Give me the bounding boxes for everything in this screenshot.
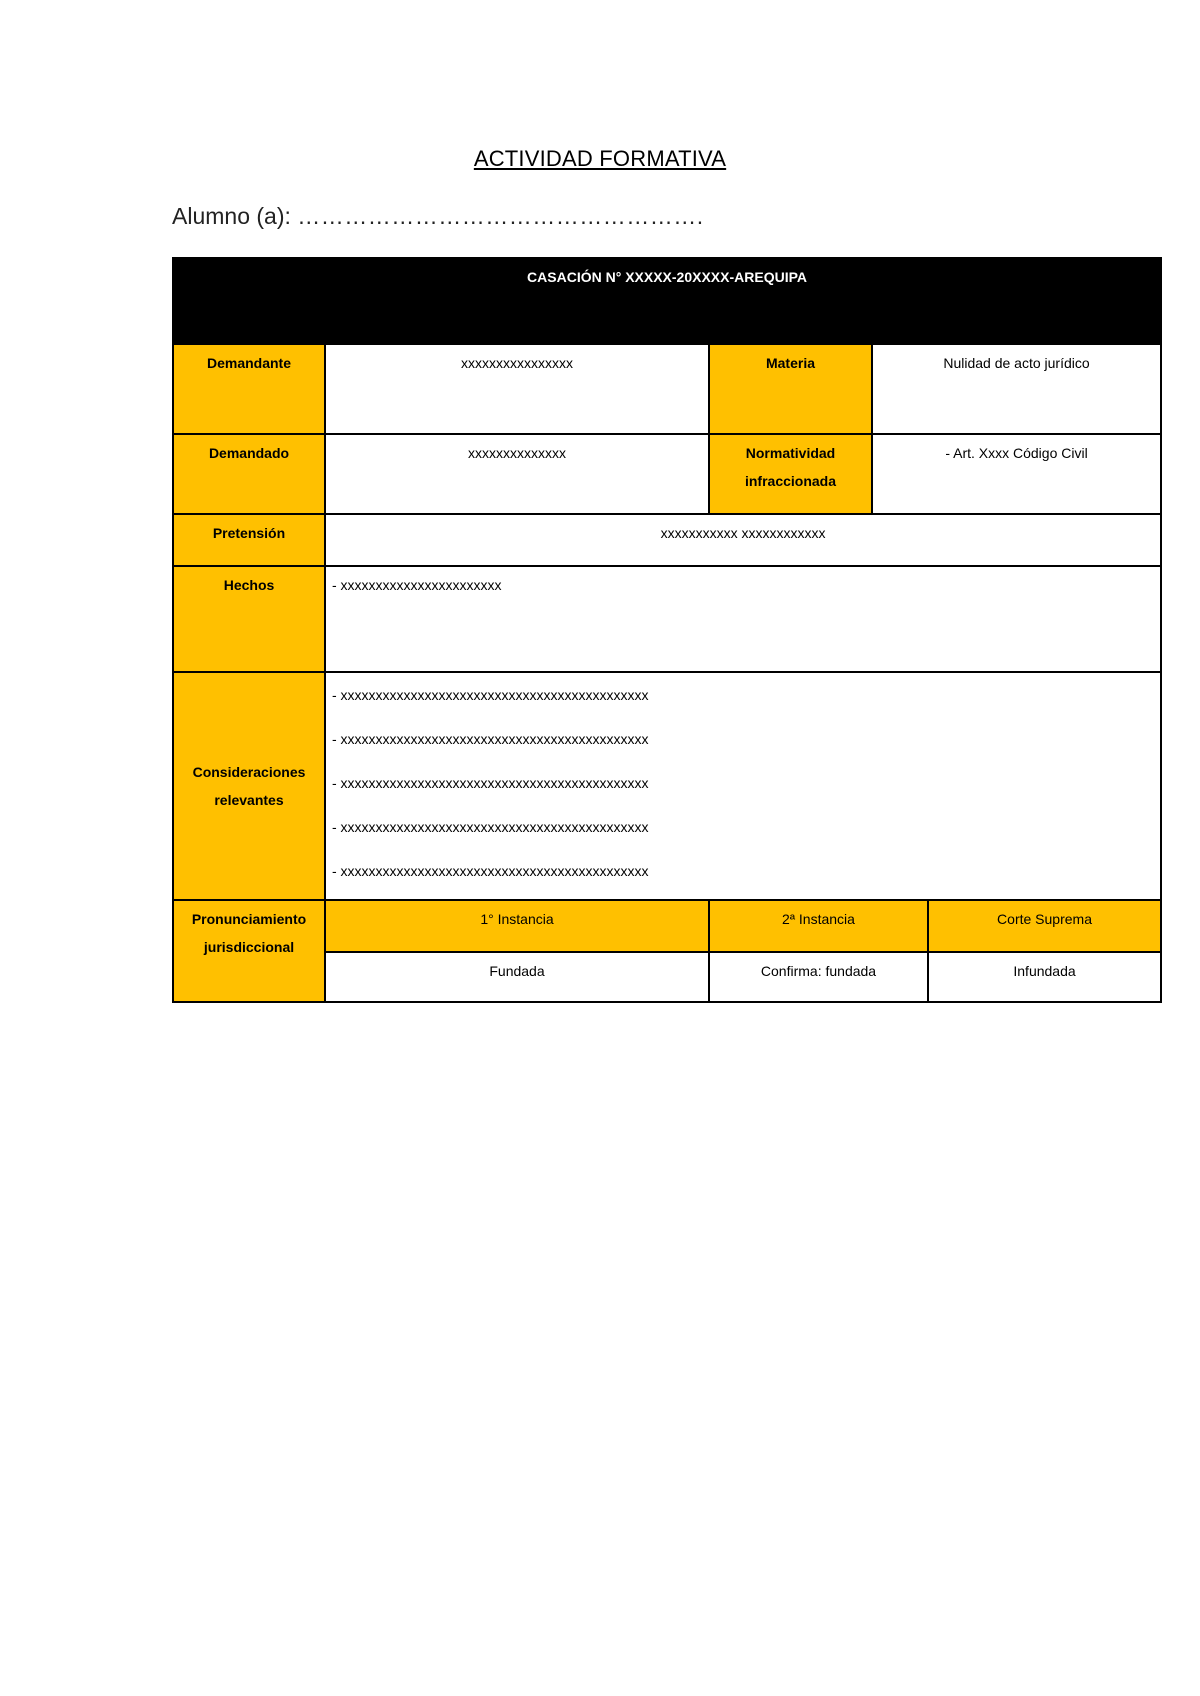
- consideraciones-item: - xxxxxxxxxxxxxxxxxxxxxxxxxxxxxxxxxxxxxxxxxxxx: [332, 687, 649, 703]
- corte-suprema-label: Corte Suprema: [928, 900, 1161, 952]
- instancia2-value: Confirma: fundada: [709, 952, 928, 1002]
- page-title: ACTIVIDAD FORMATIVA: [473, 146, 727, 171]
- materia-label: Materia: [709, 344, 872, 434]
- pronunciamiento-label: Pronunciamiento jurisdiccional: [173, 900, 325, 1002]
- hechos-label: Hechos: [173, 566, 325, 672]
- corte-suprema-value: Infundada: [928, 952, 1161, 1002]
- instancia1-label: 1° Instancia: [325, 900, 709, 952]
- consideraciones-item: - xxxxxxxxxxxxxxxxxxxxxxxxxxxxxxxxxxxxxxxxxxxx: [332, 775, 649, 791]
- student-label: Alumno (a):: [172, 203, 291, 229]
- pretension-label: Pretensión: [173, 514, 325, 566]
- materia-value: Nulidad de acto jurídico: [872, 344, 1161, 434]
- demandante-value: xxxxxxxxxxxxxxxx: [325, 344, 709, 434]
- consideraciones-item: - xxxxxxxxxxxxxxxxxxxxxxxxxxxxxxxxxxxxxxxxxxxx: [332, 863, 649, 879]
- demandado-value: xxxxxxxxxxxxxx: [325, 434, 709, 514]
- pretension-value: xxxxxxxxxxx xxxxxxxxxxxx: [325, 514, 1161, 566]
- consideraciones-label: Consideraciones relevantes: [173, 672, 325, 900]
- normatividad-label: Normatividad infraccionada: [709, 434, 872, 514]
- normatividad-value: - Art. Xxxx Código Civil: [872, 434, 1161, 514]
- demandante-label: Demandante: [173, 344, 325, 434]
- student-value: …………………………………………….: [297, 203, 704, 229]
- hechos-value: - xxxxxxxxxxxxxxxxxxxxxxx: [325, 566, 1161, 672]
- consideraciones-list: [325, 672, 1161, 900]
- case-header: CASACIÓN N° XXXXX-20XXXX-AREQUIPA: [173, 258, 1161, 344]
- student-line: [172, 203, 704, 230]
- consideraciones-item: - xxxxxxxxxxxxxxxxxxxxxxxxxxxxxxxxxxxxxxxxxxxx: [332, 731, 649, 747]
- case-summary-table: [172, 257, 1162, 1003]
- instancia1-value: Fundada: [325, 952, 709, 1002]
- consideraciones-item: - xxxxxxxxxxxxxxxxxxxxxxxxxxxxxxxxxxxxxxxxxxxx: [332, 819, 649, 835]
- instancia2-label: 2ª Instancia: [709, 900, 928, 952]
- demandado-label: Demandado: [173, 434, 325, 514]
